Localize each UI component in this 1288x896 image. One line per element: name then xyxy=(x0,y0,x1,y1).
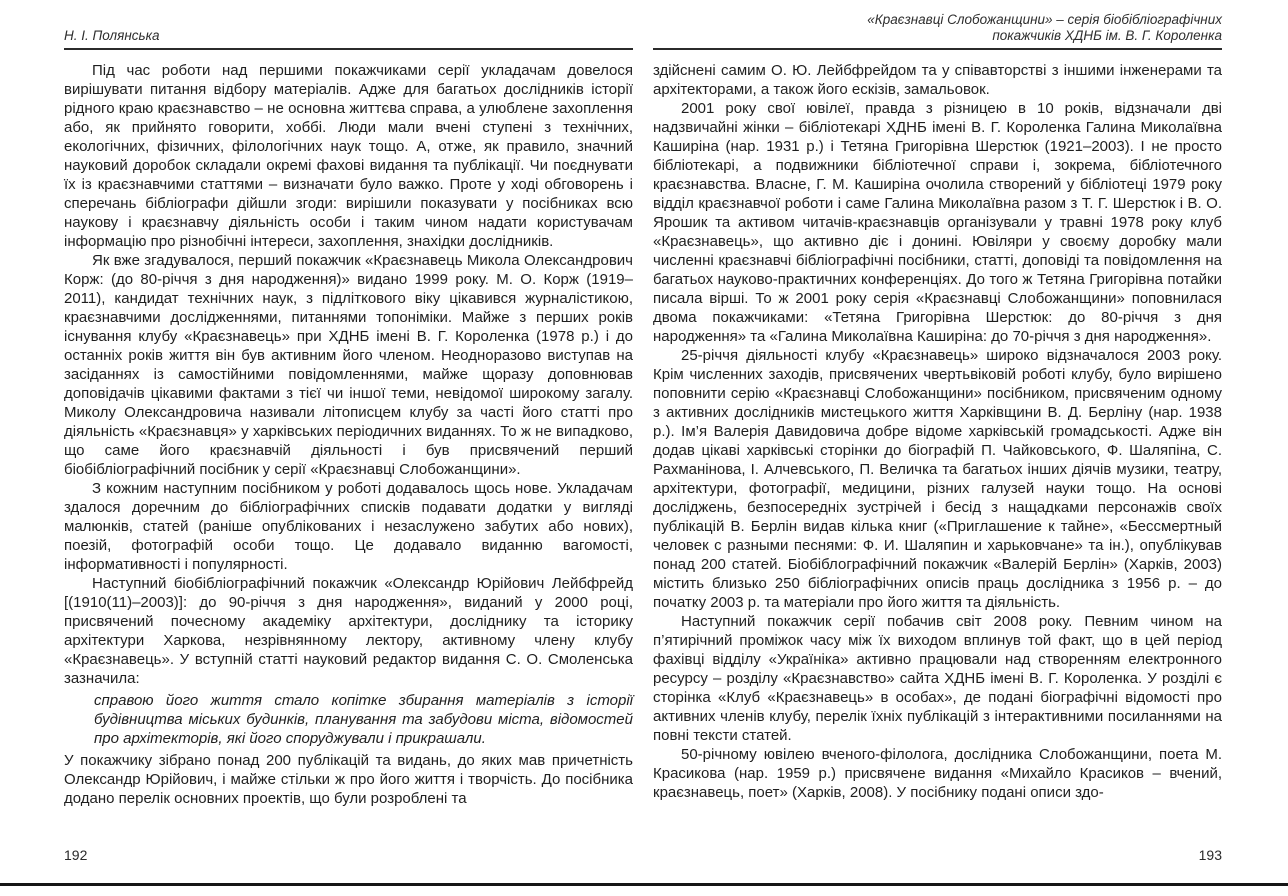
page-body-right xyxy=(653,61,1222,802)
page-bottom-edge xyxy=(0,883,1288,886)
paragraph: З кожним наступним посібником у роботі додавалось щось нове. Укладачам здалося доречним до бібліографічних списків подавати додатки у вигляді малюнків, статей (раніше опублікованих і незаслужено забутих або нових), поезій, фотографій особи тощо. Це додавало виданню вагомості, інформативності і популярності. xyxy=(64,480,633,573)
running-head-author: Н. І. Полянська xyxy=(64,27,160,43)
page-number-left: 192 xyxy=(64,847,88,863)
running-head-series-title xyxy=(867,12,1222,43)
paragraph: 50-річному ювілею вченого-філолога, дослідника Слобожанщини, поета М. Красикова (нар. 1959 р.) присвячене видання «Михайло Красиков – вчений, краєзнавець, поет» (Харків, 2008). У посібнику подані описи здо- xyxy=(653,746,1222,801)
running-head-line2: покажчиків ХДНБ ім. В. Г. Короленка xyxy=(992,27,1222,43)
running-head-line1: «Краєзнавці Слобожанщини» – серія біобібліографічних xyxy=(867,12,1222,27)
paragraph: 2001 року свої ювілеї, правда з різницею в 10 років, відзначали дві надзвичайні жінки – бібліотекарі ХДНБ імені В. Г. Короленка Галина Миколаївна Каширіна (нар. 1931 р.) і Тетяна Григорівна Шерстюк (1921–2003). І не просто бібліотекарі, а подвижники бібліотечної справи і, зокрема, бібліотечного краєзнавства. Власне, Г. М. Каширіна очолила створений у бібліотеці 1979 року відділ краєзнавчої роботи і саме Галина Миколаївна разом з Т. Г. Шерстюк і В. О. Ярошик та активом читачів-краєзнавців організували у травні 1978 року клуб «Краєзнавець», що активно діє і донині. Ювіляри у своєму доробку мали численні краєзнавчі бібліографічні посібники, статті, доповіді та повідомлення на багатьох науково-практичних конференціях. До того ж Тетяна Григорівна потайки писала вірші. То ж 2001 року серія «Краєзнавці Слобожанщини» поповнилася двома покажчиками: «Тетяна Григорівна Шерстюк: до 80-річчя з дня народження» та «Галина Миколаївна Каширіна: до 70-річчя з дня народження». xyxy=(653,100,1222,345)
page-number-right: 193 xyxy=(1198,847,1222,863)
page-right xyxy=(653,0,1222,896)
paragraph: Наступний покажчик серії побачив світ 2008 року. Певним чином на п’ятирічний проміжок часу між їх виходом вплинув той факт, що в цей період фахівці відділу «Україніка» активно працювали над створенням електронного ресурсу – розділу «Краєзнавство» сайта ХДНБ імені В. Г. Короленка. У розділі є сторінка «Клуб «Краєзнавець» в особах», де подані біографічні відомості про активних членів клубу, перелік їхніх публікацій з інтерактивними посиланнями на повні тексти статей. xyxy=(653,613,1222,744)
page-body-left xyxy=(64,61,633,808)
paragraph: 25-річчя діяльності клубу «Краєзнавець» широко відзначалося 2003 року. Крім численних заходів, присвячених чвертьвіковій роботі клубу, було вирішено поповнити серію «Краєзнавці Слобожанщини» посібником, присвяченим одному з активних дослідників мистецького життя Харківщини В. Д. Берліну (нар. 1938 р.). Ім’я Валерія Давидовича добре відоме харківській громадськості. Адже він додав цікаві харківські сторінки до біографій П. Чайковського, Ф. Шаляпіна, С. Рахманінова, І. Алчевського, П. Величка та багатьох інших діячів музики, театру, архітектури, фотографії, медицини, різних галузей науки тощо. На основі досліджень, безпосередніх зустрічей і бесід з нащадками персонажів своїх публікацій В. Берлін видав кілька книг («Приглашение к тайне», «Бессмертный человек с разными песнями: Ф. И. Шаляпин и харьковчане» та ін.), опублікував понад 200 статей. Біобіблографічний покажчик «Валерій Берлін» (Харків, 2003) містить близько 250 бібліографічних описів праць дослідника з 1956 р. – до початку 2003 р. та матеріали про його життя та діяльність. xyxy=(653,347,1222,611)
page-left xyxy=(64,0,633,896)
block-quote: справою його життя стало копітке збирання матеріалів з історії будівництва міських будинків, планування та забудови міста, відомостей про архітекторів, які його споруджували і прикрашали. xyxy=(94,692,633,747)
paragraph: Як вже згадувалося, перший покажчик «Краєзнавець Микола Олександрович Корж: (до 80-річчя з дня народження)» видано 1999 року. М. О. Корж (1919–2011), кандидат технічних наук, з підліткового віку цікавився журналістикою, краєзнавчими дослідженнями, питаннями топоніміки. Майже з перших років існування клубу «Краєзнавець» при ХДНБ імені В. Г. Короленка (1978 р.) і до останніх років життя він був активним його членом. Неодноразово виступав на засіданнях із самостійними повідомленнями, майже щоразу доповнював доповідачів цікавими фактами з тієї чи іншої теми, невідомої широкому загалу. Миколу Олександровича називали літописцем клубу за часті його статті про діяльність «Краєзнавця» у харківських періодичних виданнях. То ж не випадково, що саме його краєзнавчій діяльності і був присвячений перший біобібліографічний посібник у серії «Краєзнавці Слобожанщини». xyxy=(64,252,633,478)
paragraph: У покажчику зібрано понад 200 публікацій та видань, до яких мав причетність Олександр Юрійович, і майже стільки ж про його життя і творчість. До посібника додано перелік основних проектів, що були розроблені та xyxy=(64,752,633,807)
running-head-right xyxy=(653,0,1222,50)
running-head-left xyxy=(64,0,633,50)
paragraph: Наступний біобібліографічний покажчик «Олександр Юрійович Лейбфрейд [(1910(11)–2003)]: до 90-річчя з дня народження», виданий у 2000 році, присвячений почесному академіку архітектури, досліднику та історику архітектури Харкова, незрівнянному лектору, активному члену клубу «Краєзнавець». У вступній статті науковий редактор видання С. О. Смоленська зазначила: xyxy=(64,575,633,687)
paragraph: здійснені самим О. Ю. Лейбфрейдом та у співавторстві з іншими інженерами та архітекторами, а також його ескізів, замальовок. xyxy=(653,62,1222,98)
paragraph: Під час роботи над першими покажчиками серії укладачам довелося вирішувати питання відбору матеріалів. Адже для багатьох дослідників історії рідного краю краєзнавство – не основна життєва справа, а улюблене захоплення або, як прийнято говорити, хоббі. Люди мали вчені ступені з технічних, екологічних, фізичних, філологічних наук тощо. А, отже, як правило, значний науковий доробок складали окремі фахові видання та публікації. Чи поєднувати їх із краєзнавчими статтями – визначати було важко. Проте у ході обговорень і сперечань бібліографи дійшли згоди: вирішили показувати у посібниках всю наукову і краєзнавчу діяльність особи і таким чином надати користувачам інформацію про різнобічні інтереси, захоплення, знахідки дослідників. xyxy=(64,62,633,250)
